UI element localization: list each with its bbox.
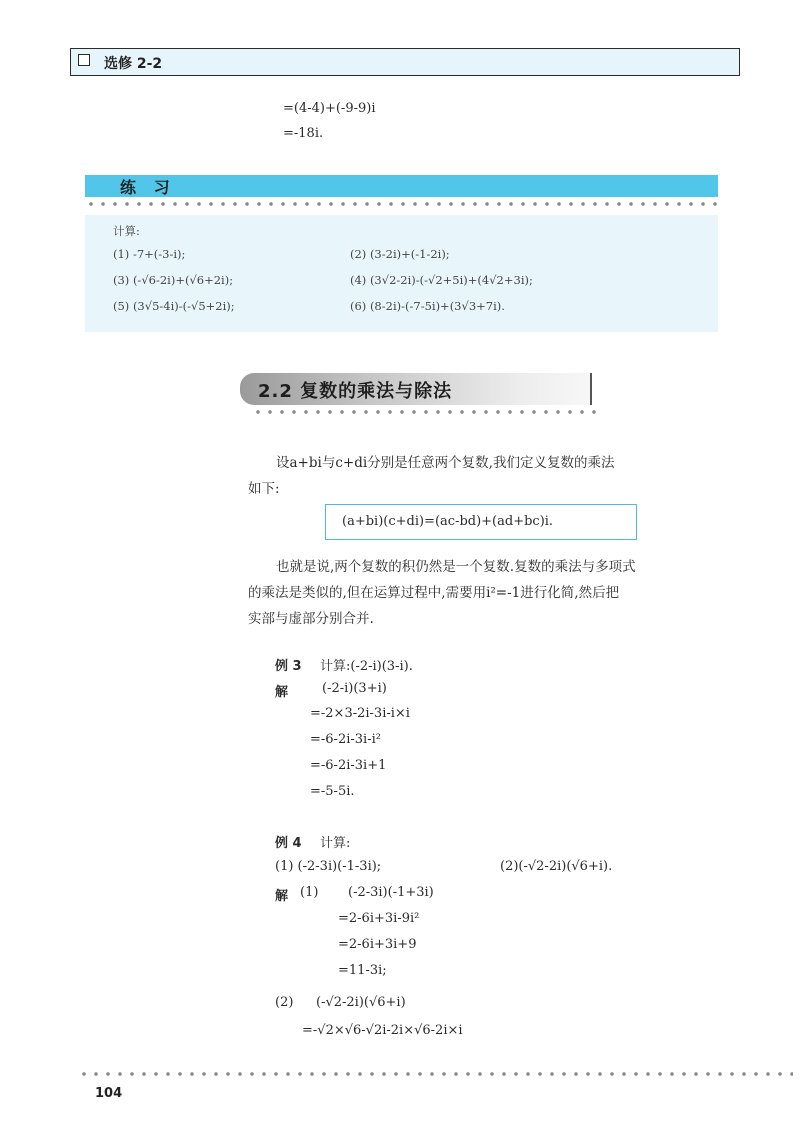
example-part: (1) (-2-3i)(-1-3i); <box>275 859 382 874</box>
practice-item: (4) (3√2-2i)-(-√2+5i)+(4√2+3i); <box>350 273 533 287</box>
body-text: 也就是说,两个复数的积仍然是一个复数.复数的乘法与多项式 <box>276 559 636 575</box>
solution-step: (-2-3i)(-1+3i) <box>348 885 434 900</box>
practice-item: (1) -7+(-3-i); <box>113 247 186 261</box>
solution-part-label: (1) <box>300 885 319 900</box>
page-header-bar <box>70 48 740 76</box>
solution-step: =-6-2i-3i-i² <box>310 732 381 747</box>
intro-text: 如下: <box>248 481 280 497</box>
body-text: 实部与虚部分别合并. <box>248 611 374 627</box>
solution-step: =-2×3-2i-3i-i×i <box>310 706 410 721</box>
practice-item: (5) (3√5-4i)-(-√5+2i); <box>113 299 235 313</box>
practice-intro: 计算: <box>113 224 140 238</box>
example-label: 例 4 <box>275 836 302 851</box>
solution-part-label: (2) <box>275 995 294 1010</box>
solution-label: 解 <box>275 685 289 700</box>
solution-step: =11-3i; <box>338 963 387 978</box>
solution-step: =2-6i+3i-9i² <box>338 911 420 926</box>
example-part: (2)(-√2-2i)(√6+i). <box>500 859 613 874</box>
example-label: 例 3 <box>275 659 302 674</box>
section-title: 2.2 复数的乘法与除法 <box>258 381 453 402</box>
footer-dotted-divider <box>78 1071 793 1077</box>
practice-item: (3) (-√6-2i)+(√6+2i); <box>113 273 234 287</box>
practice-item: (6) (8-2i)-(-7-5i)+(3√3+7i). <box>350 299 505 313</box>
practice-title-bar <box>85 175 718 197</box>
body-text: 的乘法是类似的,但在运算过程中,需要用i²=-1进行化简,然后把 <box>248 585 620 601</box>
solution-step: =-5-5i. <box>310 784 355 799</box>
solution-step: (-2-i)(3+i) <box>322 681 387 696</box>
example-problem: 计算:(-2-i)(3-i). <box>320 659 413 674</box>
dotted-divider <box>85 201 718 207</box>
solution-label: 解 <box>275 889 289 904</box>
practice-item: (2) (3-2i)+(-1-2i); <box>350 247 450 261</box>
solution-step: =2-6i+3i+9 <box>338 937 417 952</box>
intro-text: 设a+bi与c+di分别是任意两个复数,我们定义复数的乘法 <box>276 455 615 471</box>
dotted-divider <box>252 409 597 415</box>
solution-step: (-√2-2i)(√6+i) <box>316 995 406 1010</box>
solution-step: =-6-2i-3i+1 <box>310 758 387 773</box>
solution-step: =-√2×√6-√2i-2i×√6-2i×i <box>302 1023 463 1038</box>
example-problem: 计算: <box>320 836 351 851</box>
page-number: 104 <box>95 1086 123 1101</box>
header-square-marker <box>78 54 90 66</box>
practice-title: 练 习 <box>120 178 176 197</box>
equation-line: =(4-4)+(-9-9)i <box>283 101 376 116</box>
header-title: 选修 2-2 <box>104 56 163 72</box>
multiplication-formula: (a+bi)(c+di)=(ac-bd)+(ad+bc)i. <box>342 514 554 529</box>
equation-line: =-18i. <box>283 126 324 141</box>
